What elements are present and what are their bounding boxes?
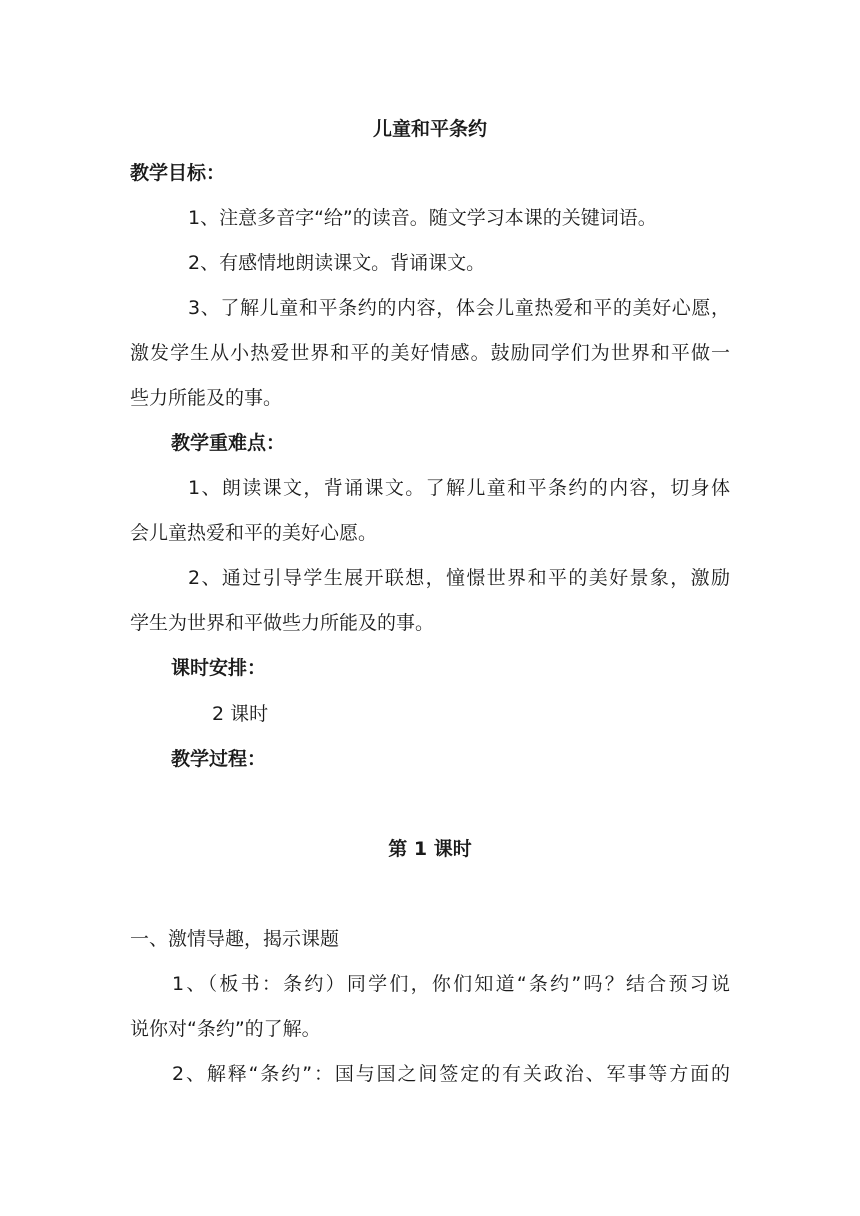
objective-1: 1、注意多音字“给”的读音。随文学习本课的关键词语。 [188,207,657,229]
process-heading: 教学过程： [171,748,267,770]
key-point-2-line-2: 学生为世界和平做些力所能及的事。 [130,612,435,634]
objective-2: 2、有感情地朗读课文。背诵课文。 [188,252,486,274]
objective-3-line-1: 3、了解儿童和平条约的内容，体会儿童热爱和平的美好心愿， [188,297,730,319]
objectives-heading: 教学目标： [130,162,226,184]
key-point-1-line-1: 1、朗读课文，背诵课文。了解儿童和平条约的内容，切身体 [188,477,730,499]
paragraph-2-line-1: 2、解释“条约”：国与国之间签定的有关政治、军事等方面的 [172,1063,730,1085]
objective-3-line-2: 激发学生从小热爱世界和平的美好情感。鼓励同学们为世界和平做一 [130,342,730,364]
document-title: 儿童和平条约 [372,118,487,140]
key-point-1-line-2: 会儿童热爱和平的美好心愿。 [130,522,378,544]
paragraph-1-line-1: 1、（板书：条约）同学们，你们知道“条约”吗？结合预习说 [172,973,730,995]
section-1-heading: 一、激情导趣，揭示课题 [130,928,340,950]
paragraph-1-line-2: 说你对“条约”的了解。 [130,1018,321,1040]
key-point-2-line-1: 2、通过引导学生展开联想，憧憬世界和平的美好景象，激励 [188,567,730,589]
schedule-heading: 课时安排： [171,657,267,679]
lesson-1-title: 第 1 课时 [388,838,472,860]
objective-3-line-3: 些力所能及的事。 [130,387,283,409]
schedule-value: 2 课时 [212,703,269,725]
key-points-heading: 教学重难点： [171,432,286,454]
